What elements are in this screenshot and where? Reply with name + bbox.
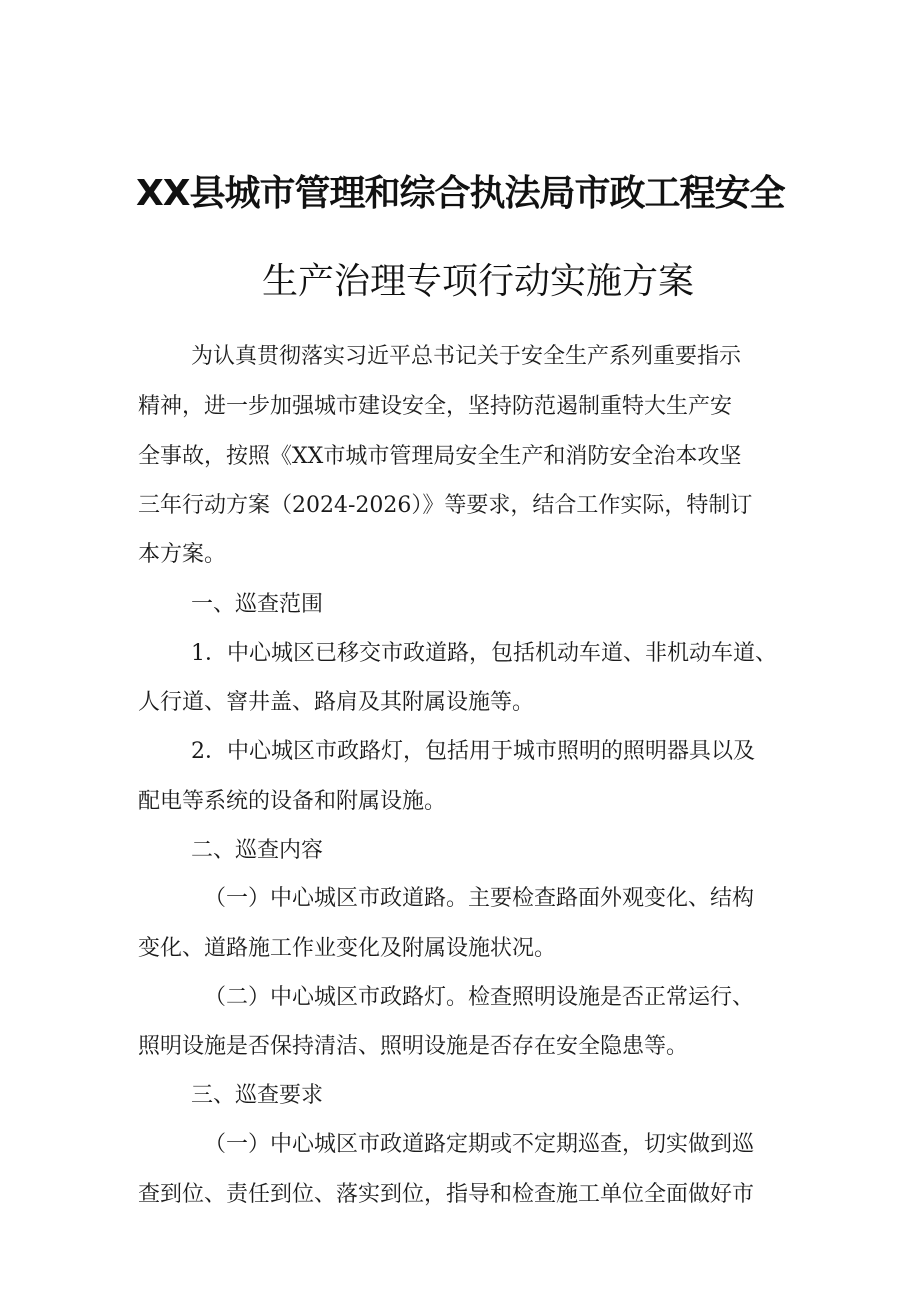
body-line: （一）中心城区市政道路定期或不定期巡查，切实做到巡 xyxy=(204,1132,755,1157)
body-line: （一）中心城区市政道路。主要检查路面外观变化、结构 xyxy=(204,886,755,911)
body-line: 1．中心城区已移交市政道路，包括机动车道、非机动车道、 xyxy=(191,641,777,666)
section-heading: 一、巡查范围 xyxy=(191,592,324,617)
body-line: 配电等系统的设备和附属设施。 xyxy=(138,789,447,814)
body-line: （二）中心城区市政路灯。检查照明设施是否正常运行、 xyxy=(204,985,755,1010)
body-line: 全事故，按照《XX市城市管理局安全生产和消防安全治本攻坚 xyxy=(138,444,742,469)
body-line: 三年行动方案（2024-2026）》等要求，结合工作实际，特制订 xyxy=(138,493,753,518)
body-line: 变化、道路施工作业变化及附属设施状况。 xyxy=(138,936,557,961)
document-title-line-1: XX县城市管理和综合执法局市政工程安全 xyxy=(136,173,785,214)
body-line: 人行道、窨井盖、路肩及其附属设施等。 xyxy=(138,690,535,715)
body-line: 查到位、责任到位、落实到位，指导和检查施工单位全面做好市 xyxy=(138,1182,755,1207)
section-heading: 三、巡查要求 xyxy=(191,1083,324,1108)
body-line: 为认真贯彻落实习近平总书记关于安全生产系列重要指示 xyxy=(191,344,742,369)
section-heading: 二、巡查内容 xyxy=(191,838,324,863)
body-line: 照明设施是否保持清洁、照明设施是否存在安全隐患等。 xyxy=(138,1034,689,1059)
body-line: 本方案。 xyxy=(138,542,227,567)
body-line: 2．中心城区市政路灯，包括用于城市照明的照明器具以及 xyxy=(191,739,755,764)
document-title-line-2: 生产治理专项行动实施方案 xyxy=(262,261,695,302)
body-line: 精神，进一步加强城市建设安全，坚持防范遏制重特大生产安 xyxy=(138,394,733,419)
